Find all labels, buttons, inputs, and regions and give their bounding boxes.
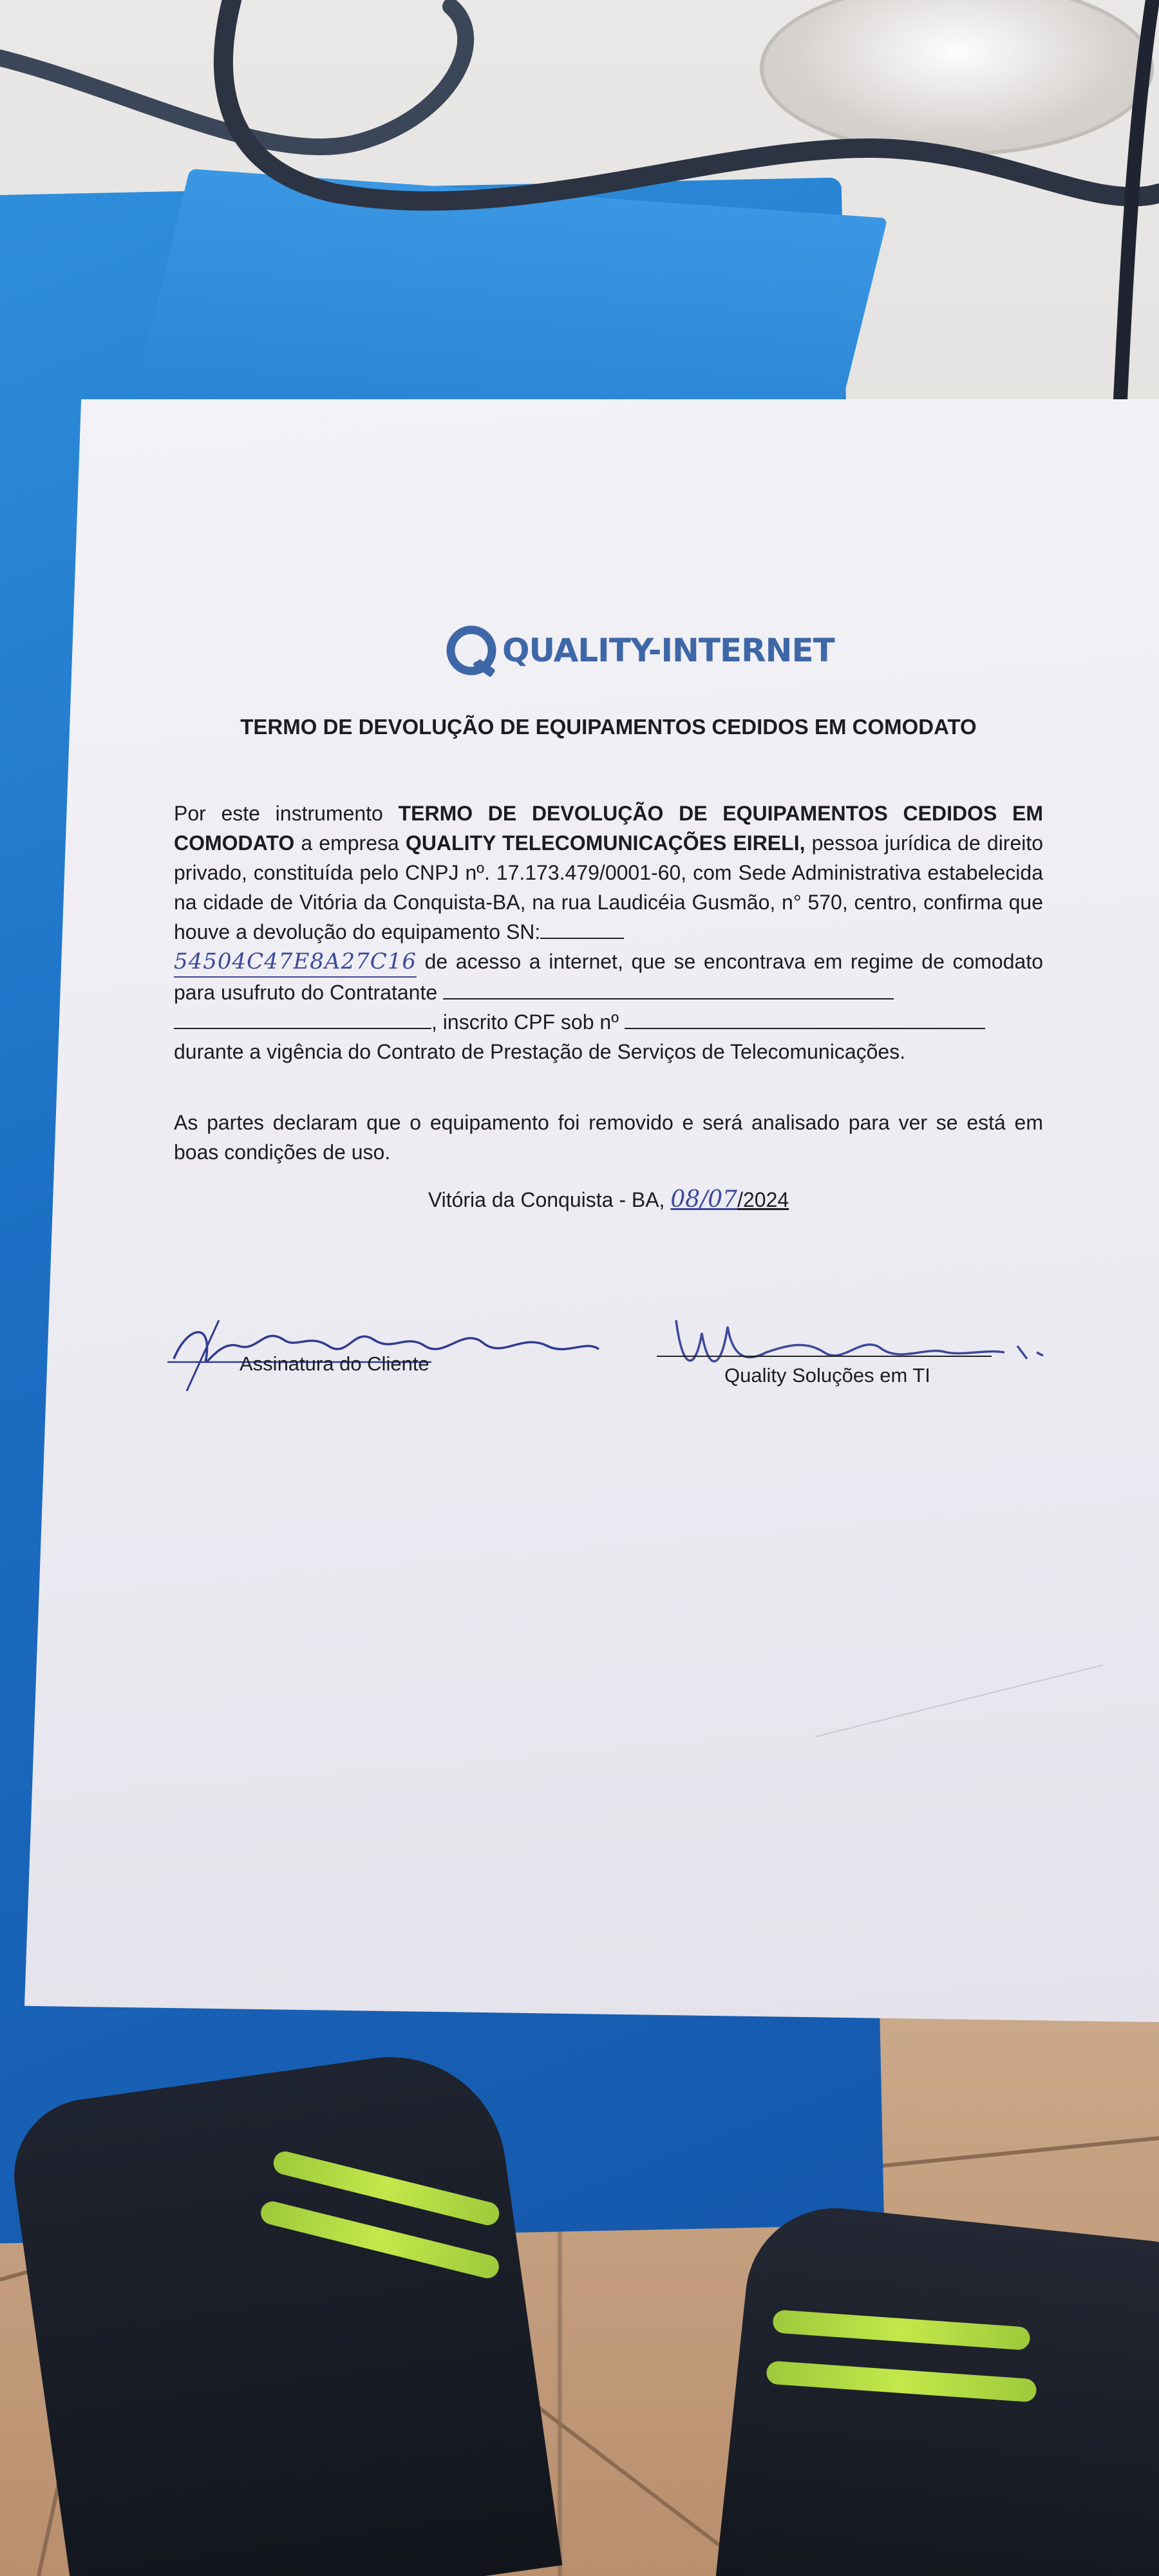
client-signature — [161, 1301, 612, 1391]
body-text-1: pessoa jurídica de direito privado, constituída pelo CNPJ nº. 17.173.479/0001-60, com Sede Administrativa estabelecida na cidade de Vitória da Conquista-BA, na rua Laudicéia Gusmão, n° 570, centro, confirma que houve a devolução do equipamento SN: — [174, 831, 1044, 943]
paragraph-main — [174, 799, 1043, 1066]
company-logo — [444, 623, 834, 677]
contractant-name-line-2 — [174, 1028, 431, 1029]
cpf-line — [625, 1028, 985, 1029]
date-handwritten: 08/07 — [670, 1186, 738, 1213]
serial-number-handwritten: 54504C47E8A27C16 — [174, 947, 417, 978]
company-signature-caption: Quality Soluções em TI — [724, 1364, 930, 1387]
date-year: /2024 — [737, 1188, 789, 1211]
body-text-2: de acesso a internet, que se encontrava em regime de comodato para usufruto do Contratante — [174, 950, 1043, 1004]
a-empresa-text: a empresa — [301, 831, 399, 855]
cpf-label: , inscrito CPF sob nº — [431, 1010, 619, 1034]
intro-text: Por este instrumento — [174, 802, 383, 825]
company-signature-line — [657, 1356, 992, 1357]
client-signature-caption: Assinatura do Cliente — [240, 1352, 429, 1375]
company-name-bold: QUALITY TELECOMUNICAÇÕES EIRELI, — [405, 831, 806, 855]
logo-text: QUALITY-INTERNET — [502, 632, 834, 669]
logo-q-icon — [444, 623, 498, 677]
person-leg-left — [5, 2042, 563, 2576]
document-title: TERMO DE DEVOLUÇÃO DE EQUIPAMENTOS CEDIDOS EM COMODATO — [240, 715, 977, 739]
paragraph-declaration: As partes declaram que o equipamento foi removido e será analisado para ver se está em boas condições de uso. — [174, 1111, 1043, 1164]
black-cable — [0, 0, 1159, 451]
place-date — [174, 1185, 1043, 1215]
body-text-3: durante a vigência do Contrato de Prestação de Serviços de Telecomunicações. — [174, 1040, 906, 1063]
term-bold: TERMO DE DEVOLUÇÃO DE EQUIPAMENTOS CEDIDOS EM COMODATO — [174, 802, 1044, 855]
serial-blank-line — [540, 938, 624, 939]
place-text: Vitória da Conquista - BA, — [428, 1188, 665, 1211]
contractant-name-line — [443, 998, 894, 999]
